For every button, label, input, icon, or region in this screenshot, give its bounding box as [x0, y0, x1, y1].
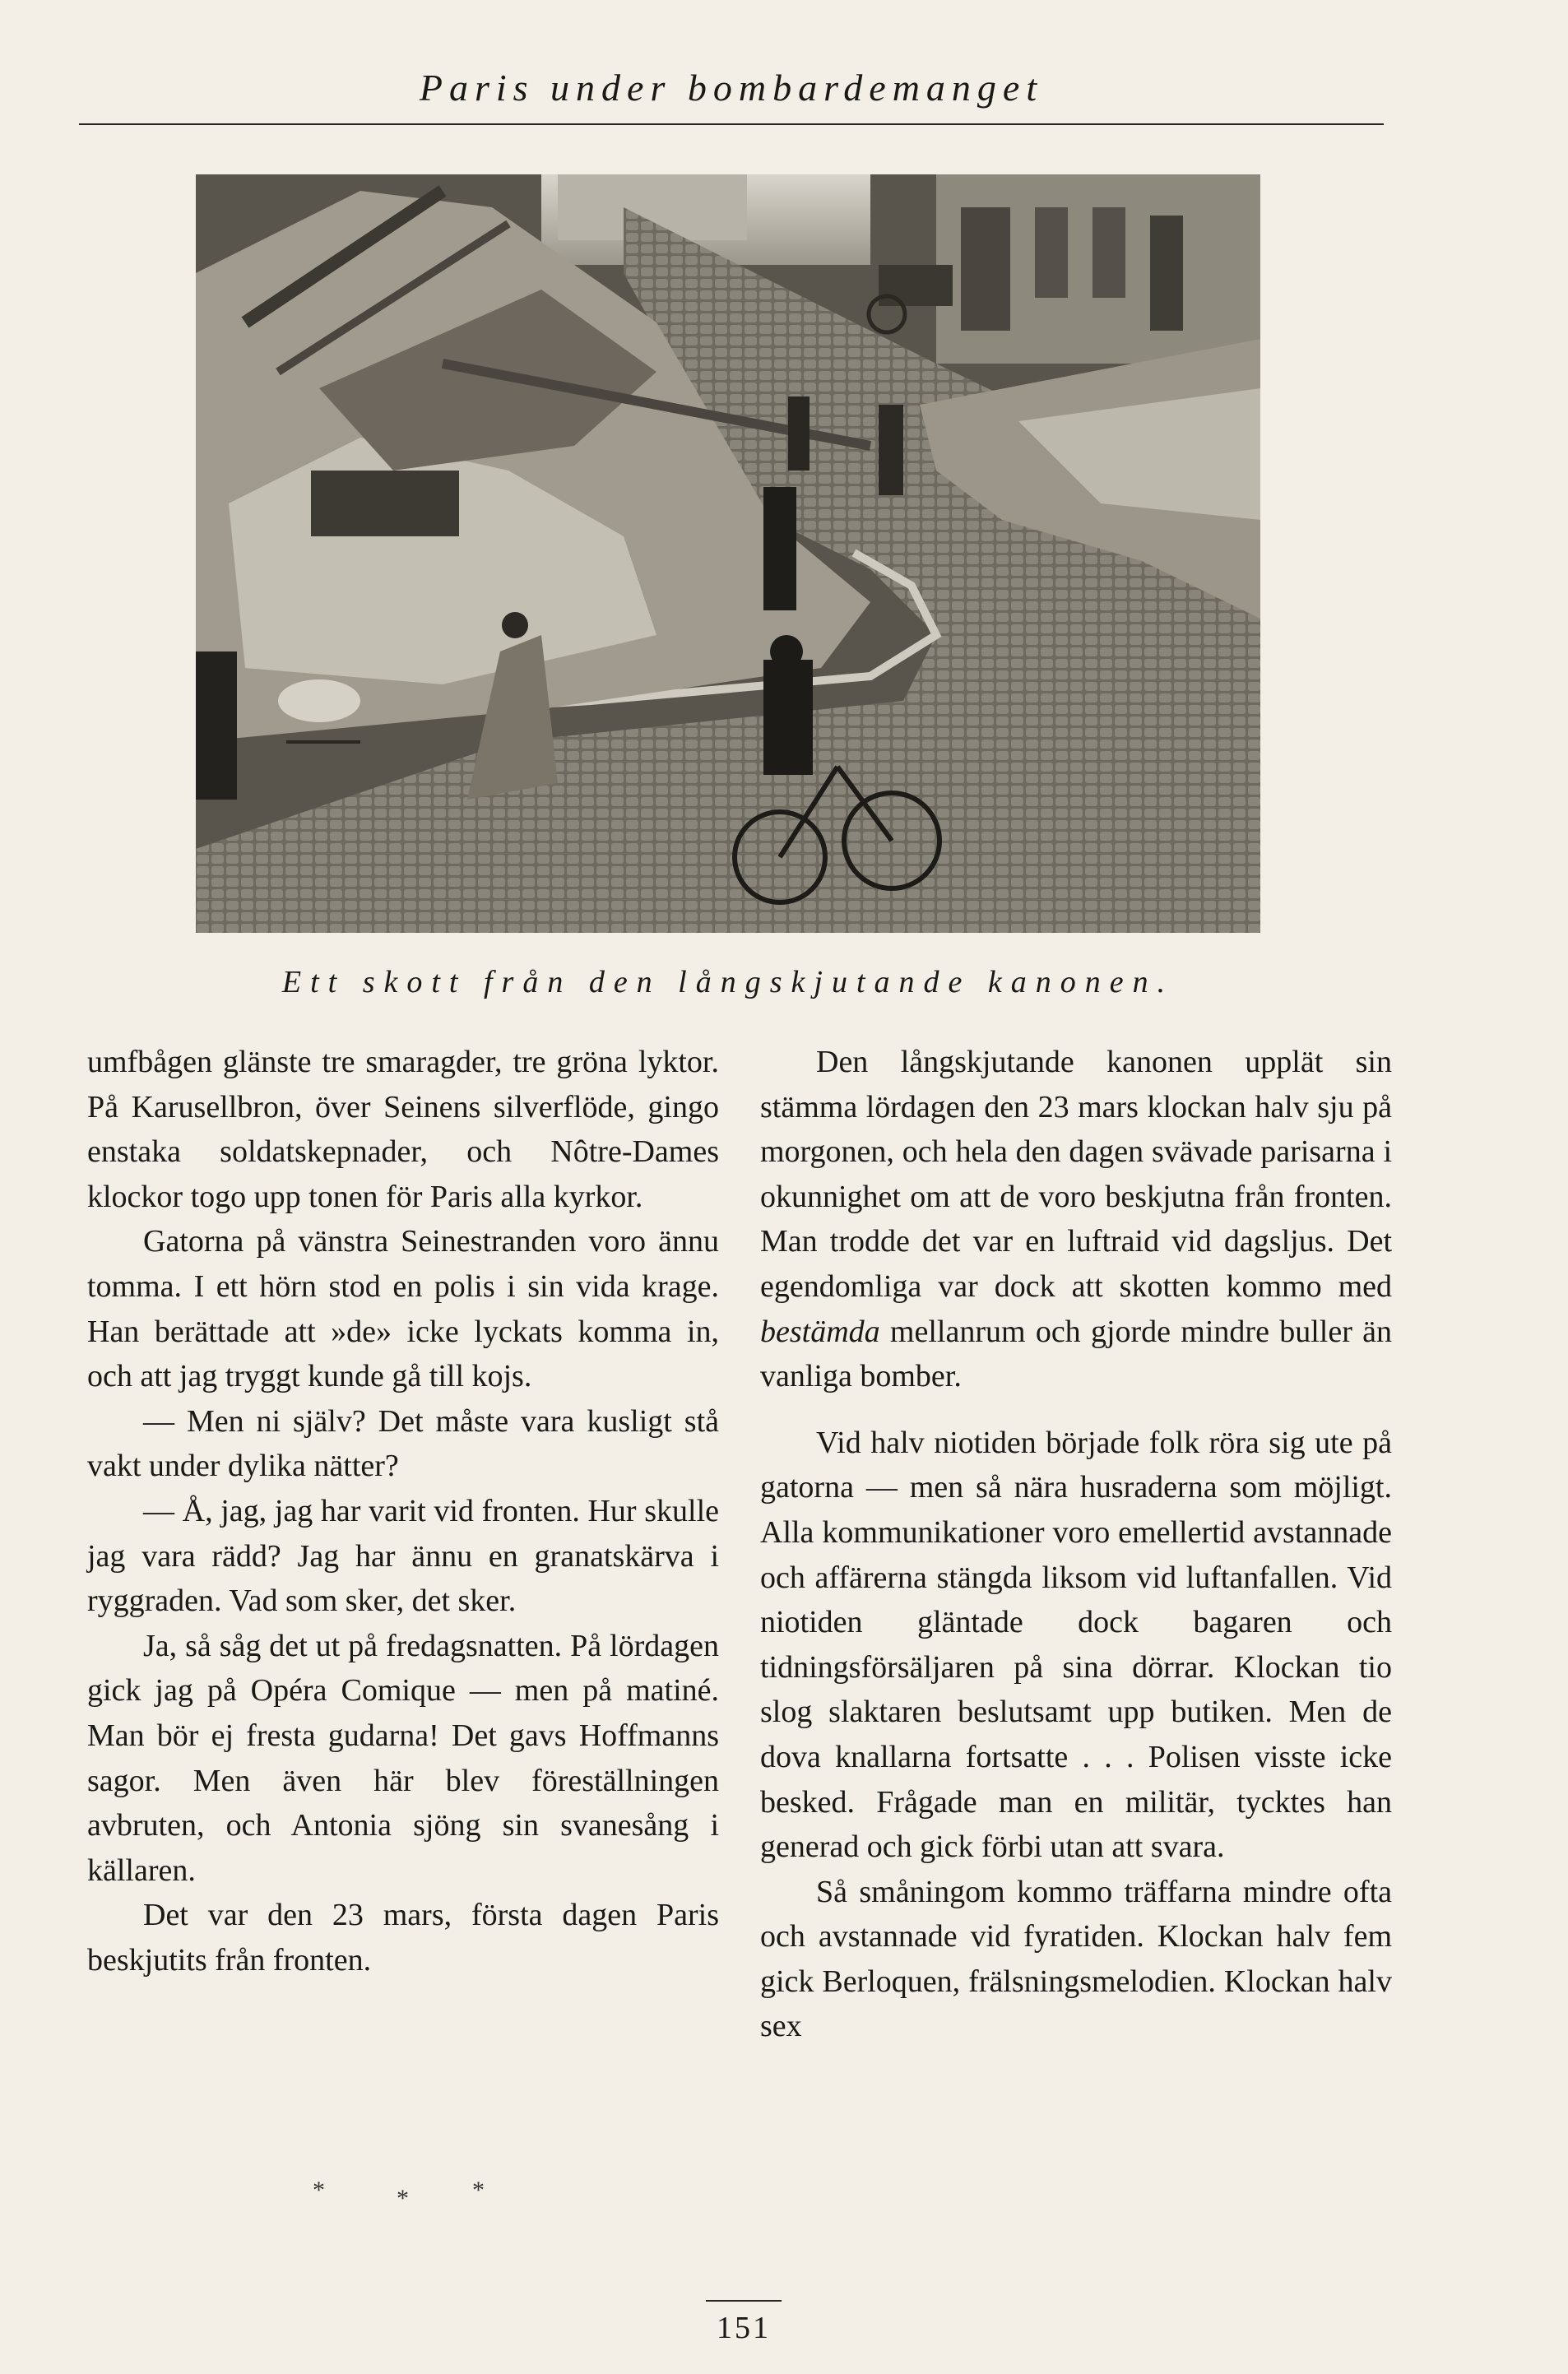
paragraph: Gatorna på vänstra Seinestranden voro ännu tomma. I ett hörn stod en polis i sin vida krage. Han berättade att »de» icke lyckats komma in, och att jag tryggt kunde gå till kojs.: [87, 1224, 719, 1394]
paragraph: Så småningom kommo träffarna mindre ofta och avstannade vid fyratiden. Klockan halv fem gick Berloquen, frälsningsmelodien. Klockan halv sex: [760, 1874, 1392, 2044]
folio-rule: [706, 2300, 782, 2302]
photo-caption: Ett skott från den långskjutande kanonen.: [281, 965, 1175, 999]
paragraph: Vid halv niotiden började folk röra sig ute på gatorna — men så nära husraderna som möjligt. Alla kommunikationer voro emellertid avstannade och affärerna stängda liksom vid luftanfallen. Vid niotiden gläntade dock bagaren och tidningsförsäljaren på sina dörrar. Klockan tio slog slaktaren beslutsamt upp butiken. Men de dova knallarna fortsatte . . . Polisen visste icke besked. Frågade man en militär, tycktes han generad och gick förbi utan att svara.: [760, 1425, 1392, 1865]
paragraph: umfbågen glänste tre smaragder, tre gröna lyktor. På Karusellbron, över Seinens silverflöde, gingo enstaka soldatskepnader, och Nôtre-Dames klockor togo upp tonen för Paris alla kyrkor.: [87, 1045, 719, 1214]
paragraph: Det var den 23 mars, första dagen Paris beskjutits från fronten.: [87, 1898, 719, 1978]
emphasized-word: bestämda: [760, 1314, 880, 1349]
header-rule: [79, 123, 1384, 125]
right-text-column: [760, 1040, 1392, 2049]
book-page: Paris under bombardemanget Ett skott från den långskjutande kanonen. umfbågen glänste tre smaragder, tre gröna lyktor. På Karusellbron, över Seinens silverflöde, gingo enstaka soldatskepnader, och Nôtre-Dames klockor togo upp tonen för Paris alla kyrkor. Gatorna på vänstra Seinestranden voro ännu tomma. I ett hörn stod en polis i sin vida krage. Han berättade att »de» icke lyckats komma in, och att jag tryggt kunde gå till kojs. — Men ni själv? Det måste vara kusligt stå vakt under dylika nätter? — Å, jag, jag har varit vid fronten. Hur skulle jag vara rädd? Jag har ännu en granatskärva i ryggraden. Vad som sker, det sker. Ja, så såg det ut på fredagsnatten. På lördagen gick jag på Opéra Comique — men på matiné. Man bör ej fresta gudarna! Det gavs Hoffmanns sagor. Men även här blev föreställningen avbruten, och Antonia sjöng sin svanesång i källaren. Det var den 23 mars, första dagen Paris beskjutits från fronten. * * * Den långskjutande kanonen upplät sin stämma lördagen den 23 mars klockan halv sju på morgonen, och hela den dagen svävade parisarna i okunnighet om att de voro beskjutna från fronten. Man trodde det var en luftraid vid dagsljus. Det egendomliga var dock att skotten kommo med bestämda mellanrum och gjorde mindre buller än vanliga bomber. Vid halv niotiden började folk röra sig ute på gatorna — men så nära husraderna som möjligt. Alla kommunikationer voro emellertid avstannade och affärerna stängda liksom vid luftanfallen. Vid niotiden gläntade dock bagaren och tidningsförsäljaren på sina dörrar. Klockan tio slog slaktaren beslutsamt upp butiken. Men de dova knallarna fortsatte . . . Polisen visste icke besked. Frågade man en militär, tycktes han generad och gick förbi utan att svara. Så småningom kommo träffarna mindre ofta och avstannade vid fyratiden. Klockan halv fem gick Berloquen, frälsningsmelodien. Klockan halv sex 151: [0, 0, 1568, 2374]
paragraph: Ja, så såg det ut på fredagsnatten. På lördagen gick jag på Opéra Comique — men på matiné. Man bör ej fresta gudarna! Det gavs Hoffmanns sagor. Men även här blev föreställningen avbruten, och Antonia sjöng sin svanesång i källaren.: [87, 1628, 719, 1888]
street-ruins-photograph: [196, 174, 1260, 933]
page-number: 151: [717, 2311, 771, 2345]
paragraph: Den långskjutande kanonen upplät sin stämma lördagen den 23 mars klockan halv sju på morgonen, och hela den dagen svävade parisarna i okunnighet om att de voro beskjutna från fronten. Man trodde det var en luftraid vid dagsljus. Det egendomliga var dock att skotten kommo med bestämda mellanrum och gjorde mindre buller än vanliga bomber.: [760, 1045, 1392, 1394]
paragraph: — Å, jag, jag har varit vid fronten. Hur skulle jag vara rädd? Jag har ännu en granatskärva i ryggraden. Vad som sker, det sker.: [87, 1493, 719, 1619]
left-text-column: [87, 1040, 719, 1982]
paragraph: — Men ni själv? Det måste vara kusligt stå vakt under dylika nätter?: [87, 1403, 719, 1484]
running-head: Paris under bombardemanget: [419, 67, 1044, 109]
